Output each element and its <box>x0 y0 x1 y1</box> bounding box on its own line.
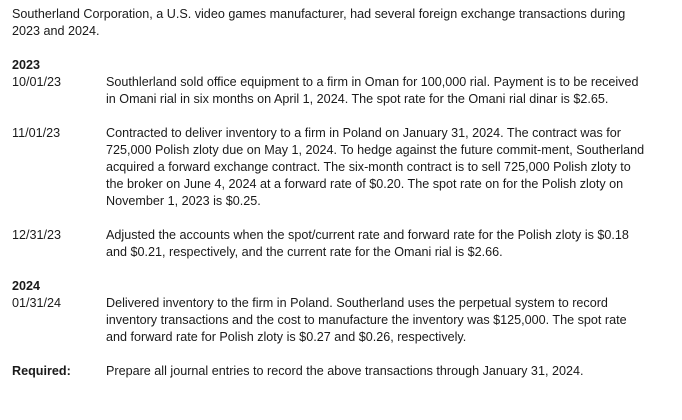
transaction-date: 10/01/23 <box>12 75 62 89</box>
transaction-entry <box>12 74 676 108</box>
required-label: Required: <box>12 364 71 378</box>
transaction-date: 11/01/23 <box>12 126 61 140</box>
transaction-description: Contracted to deliver inventory to a firm in Poland on January 31, 2024. The contract was for 725,000 Polish zloty due on May 1, 2024. To hedge against the future commit-ment, Southerland acquired a forward exchange contract. The six-month contract is to sell 725,000 Polish zloty to the broker on June 4, 2024 at a forward rate of $0.20. The spot rate on for the Polish zloty on November 1, 2023 is $0.25. <box>106 126 645 208</box>
transaction-description: Adjusted the accounts when the spot/current rate and forward rate for the Polish zloty is $0.18 and $0.21, respectively, and the current rate for the Omani rial is $2.66. <box>106 228 629 259</box>
transaction-date: 01/31/24 <box>12 296 62 310</box>
transaction-entry <box>12 125 676 210</box>
transaction-date: 12/31/23 <box>12 228 62 242</box>
required-text: Prepare all journal entries to record the above transactions through January 31, 2024. <box>106 364 584 378</box>
required-row <box>12 363 676 380</box>
transaction-description: Southlerland sold office equipment to a firm in Oman for 100,000 rial. Payment is to be received in Omani rial in six months on April 1, 2024. The spot rate for the Omani rial dinar is $2.65. <box>106 75 639 106</box>
year-heading-2024: 2024 <box>12 279 41 293</box>
problem-document <box>12 6 676 380</box>
intro-paragraph: Southerland Corporation, a U.S. video games manufacturer, had several foreign exchange transactions during 2023 and 2024. <box>12 7 626 38</box>
transaction-description: Delivered inventory to the firm in Poland. Southerland uses the perpetual system to record inventory transactions and the cost to manufacture the inventory was $125,000. The spot rate and forward rate for Polish zloty is $0.27 and $0.26, respectively. <box>106 296 627 344</box>
transaction-entry <box>12 295 676 346</box>
transaction-entry <box>12 227 676 261</box>
year-heading-2023: 2023 <box>12 58 41 72</box>
